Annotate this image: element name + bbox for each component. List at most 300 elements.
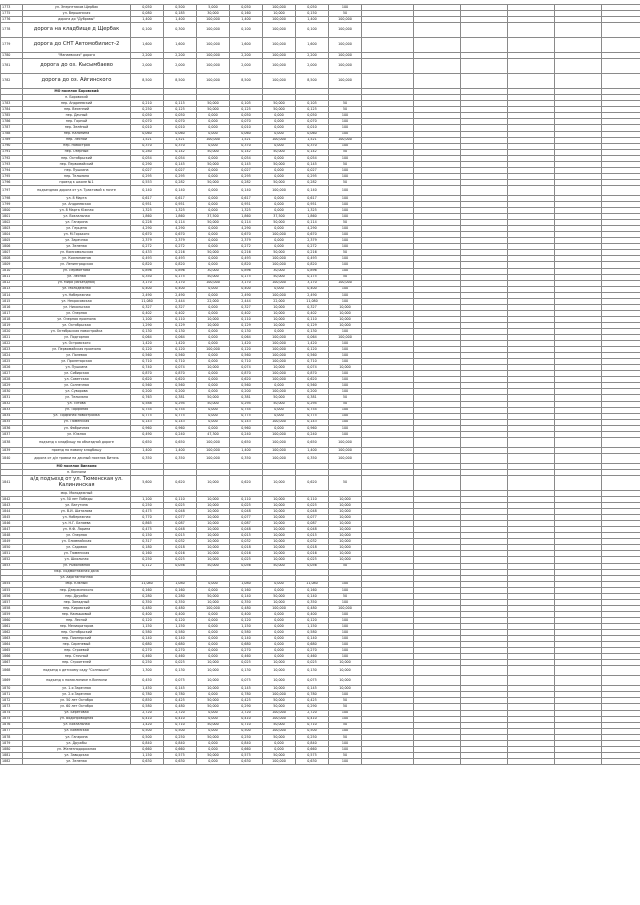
value-cell: 0,282 (164, 179, 197, 185)
row-number-cell: 1875 (1, 716, 23, 722)
value-cell: 50,000 (197, 401, 230, 407)
value-cell: 10,000 (329, 551, 362, 557)
value-cell: 0,381 (164, 395, 197, 401)
value-cell: 0,775 (131, 413, 164, 419)
empty-cell (555, 453, 602, 463)
road-name-cell: ул. Сибирская (23, 371, 131, 377)
value-cell: 50,000 (197, 704, 230, 710)
value-cell: 100,000 (263, 262, 296, 268)
value-cell: 0,710 (230, 722, 263, 728)
value-cell: 0,270 (296, 648, 329, 654)
value-cell: 50,000 (263, 752, 296, 758)
row-number-cell: 1800 (1, 208, 23, 214)
value-cell: 10,000 (197, 503, 230, 509)
value-cell: 50 (329, 704, 362, 710)
value-cell: 4,290 (230, 226, 263, 232)
value-cell: 0,680 (230, 642, 263, 648)
value-cell: 0,032 (296, 539, 329, 545)
value-cell: 2,000 (296, 59, 329, 74)
value-cell: 0,327 (230, 304, 263, 310)
value-cell: 0,560 (296, 383, 329, 389)
row-number-cell: 1835 (1, 419, 23, 425)
road-name-cell: ул. Молодежная (23, 286, 131, 292)
value-cell: 0,160 (296, 587, 329, 593)
value-cell: 0,350 (131, 453, 164, 463)
value-cell: 100 (329, 292, 362, 298)
row-number-cell: 1864 (1, 642, 23, 648)
value-cell: 0,000 (263, 654, 296, 660)
value-cell: 0,620 (164, 377, 197, 383)
value-cell: 10,000 (329, 322, 362, 328)
road-name-cell: ул. Фабричная (23, 425, 131, 431)
value-cell: 0,000 (263, 617, 296, 623)
value-cell: 0,114 (296, 220, 329, 226)
road-name-cell: ул. Первомайская промзона (23, 347, 131, 353)
value-cell: 100,000 (263, 17, 296, 23)
value-cell: 0,480 (164, 704, 197, 710)
row-number-cell: 1776 (1, 17, 23, 23)
value-cell: 10,000 (263, 503, 296, 509)
empty-cell (414, 666, 461, 676)
value-cell: 100,000 (263, 335, 296, 341)
row-number-cell: 1872 (1, 698, 23, 704)
value-cell: 0,142 (230, 149, 263, 155)
value-cell: 0,327 (131, 304, 164, 310)
row-number-cell: 1784 (1, 107, 23, 113)
value-cell: 0,272 (131, 244, 164, 250)
value-cell: 10,000 (263, 686, 296, 692)
value-cell: 10,000 (329, 509, 362, 515)
value-cell: 100 (329, 256, 362, 262)
road-name-cell: ул. Железнодорожная (23, 746, 131, 752)
value-cell: 100,000 (329, 23, 362, 38)
value-cell: 2,490 (230, 292, 263, 298)
value-cell: 0,000 (263, 226, 296, 232)
value-cell: 10,000 (263, 310, 296, 316)
value-cell: 10,000 (329, 533, 362, 539)
value-cell: 0,000 (263, 155, 296, 161)
value-cell: 100,000 (263, 232, 296, 238)
row-number-cell: 1810 (1, 268, 23, 274)
value-cell: 0,145 (230, 161, 263, 167)
row-number-cell: 1790 (1, 143, 23, 149)
value-cell: 0,350 (296, 599, 329, 605)
value-cell: 0,000 (197, 310, 230, 316)
value-cell: 2,200 (296, 53, 329, 59)
value-cell: 50 (329, 593, 362, 599)
value-cell: 0,400 (131, 286, 164, 292)
value-cell: 0,175 (230, 274, 263, 280)
row-number-cell: 1811 (1, 274, 23, 280)
value-cell: 50,000 (263, 274, 296, 280)
road-name-cell: пер. Октябрьский (23, 155, 131, 161)
value-cell: 0,620 (296, 475, 329, 490)
value-cell: 0,295 (296, 173, 329, 179)
value-cell: 0,105 (296, 101, 329, 107)
value-cell: 10,000 (263, 475, 296, 490)
value-cell: 0,228 (131, 220, 164, 226)
row-number-cell: 1834 (1, 413, 23, 419)
value-cell: 0,000 (197, 692, 230, 698)
value-cell: 0,840 (296, 740, 329, 746)
value-cell: 10,000 (197, 527, 230, 533)
value-cell: 10,000 (197, 676, 230, 686)
value-cell: 50 (329, 401, 362, 407)
value-cell: 10,000 (197, 551, 230, 557)
value-cell: 50,000 (197, 250, 230, 256)
row-number-cell: 1803 (1, 226, 23, 232)
empty-cell (461, 59, 508, 74)
value-cell: 0,493 (296, 256, 329, 262)
value-cell: 11,080 (296, 298, 329, 304)
value-cell: 0,125 (296, 107, 329, 113)
value-cell: 0,114 (164, 220, 197, 226)
value-cell: 0,400 (230, 611, 263, 617)
value-cell: 0,240 (296, 431, 329, 437)
value-cell: 100 (329, 377, 362, 383)
road-name-cell: пер. Дружбы (23, 593, 131, 599)
road-name-cell: ул. Вокзальная (23, 722, 131, 728)
road-name-cell: ул. 50 лет Октября (23, 698, 131, 704)
value-cell: 10,000 (263, 316, 296, 322)
value-cell: 0,000 (197, 195, 230, 201)
road-name-cell: ул. Солнечная (23, 383, 131, 389)
value-cell: 0,280 (164, 593, 197, 599)
row-number-cell: 1797 (1, 185, 23, 195)
value-cell: 0,250 (131, 107, 164, 113)
row-number-cell: 1775 (1, 11, 23, 17)
value-cell: 0,000 (197, 292, 230, 298)
empty-cell (461, 38, 508, 53)
value-cell: 0,140 (296, 636, 329, 642)
road-name-cell: мкр. Южный (23, 581, 131, 587)
value-cell: 0,112 (131, 563, 164, 569)
value-cell: 0,025 (164, 503, 197, 509)
value-cell: 0,250 (230, 734, 263, 740)
value-cell: 0,074 (164, 365, 197, 371)
empty-cell (461, 23, 508, 38)
empty-cell (602, 23, 640, 38)
value-cell: 100 (329, 113, 362, 119)
road-name-cell: подъездная дорога от ул. Трактовой к почте (23, 185, 131, 195)
value-cell: 0,000 (197, 335, 230, 341)
value-cell: 0,327 (296, 304, 329, 310)
value-cell: 8,500 (296, 74, 329, 89)
value-cell: 0,575 (230, 752, 263, 758)
row-number-cell: 1795 (1, 173, 23, 179)
row-number-cell: 1785 (1, 113, 23, 119)
value-cell: 100 (329, 599, 362, 605)
value-cell: 0,110 (164, 497, 197, 503)
row-number-cell: 1773 (1, 5, 23, 11)
empty-cell (461, 437, 508, 447)
road-name-cell: пер. Первомайский (23, 161, 131, 167)
value-cell: 0,000 (197, 341, 230, 347)
value-cell: 1,290 (131, 322, 164, 328)
empty-cell (414, 38, 461, 53)
value-cell: 0,120 (230, 347, 263, 353)
row-number-cell: 1826 (1, 365, 23, 371)
value-cell: 100,000 (197, 453, 230, 463)
value-cell: 100,000 (197, 53, 230, 59)
row-number-cell: 1856 (1, 593, 23, 599)
row-number-cell: 1845 (1, 515, 23, 521)
value-cell: 0,270 (131, 648, 164, 654)
value-cell: 0,381 (296, 395, 329, 401)
empty-cell (508, 59, 555, 74)
row-number-cell: 1859 (1, 611, 23, 617)
row-number-cell: 1782 (1, 74, 23, 89)
value-cell: 0,370 (230, 143, 263, 149)
value-cell: 0,110 (230, 497, 263, 503)
value-cell: 2,379 (131, 238, 164, 244)
value-cell: 0,050 (296, 113, 329, 119)
value-cell: 1,860 (131, 214, 164, 220)
value-cell: 0,680 (131, 642, 164, 648)
row-number-cell: 1814 (1, 292, 23, 298)
empty-cell (555, 676, 602, 686)
table-row (1, 23, 640, 38)
value-cell: 0,000 (197, 611, 230, 617)
value-cell: 10,000 (329, 503, 362, 509)
value-cell: 10,000 (263, 539, 296, 545)
value-cell: 1,420 (131, 341, 164, 347)
value-cell: 1,420 (296, 341, 329, 347)
row-number-cell: 1846 (1, 521, 23, 527)
value-cell: 0,129 (164, 322, 197, 328)
value-cell: 0,960 (131, 425, 164, 431)
value-cell: 0,575 (164, 752, 197, 758)
value-cell: 0,120 (296, 617, 329, 623)
value-cell: 0,660 (296, 746, 329, 752)
value-cell: 100 (329, 431, 362, 437)
road-register-table (0, 4, 640, 765)
value-cell: 0,110 (230, 316, 263, 322)
value-cell: 0,010 (230, 125, 263, 131)
value-cell: 0,754 (164, 407, 197, 413)
value-cell: 0,200 (230, 389, 263, 395)
value-cell: 50,000 (197, 220, 230, 226)
empty-cell (555, 185, 602, 195)
value-cell: 10,000 (263, 11, 296, 17)
value-cell: 0,350 (164, 453, 197, 463)
road-name-cell: ул. Торфяная новостройка (23, 413, 131, 419)
value-cell: 11,080 (131, 298, 164, 304)
value-cell: 50,000 (197, 107, 230, 113)
value-cell: 0,493 (164, 256, 197, 262)
value-cell: 0,000 (197, 359, 230, 365)
value-cell: 2,000 (131, 59, 164, 74)
row-number-cell: 1787 (1, 125, 23, 131)
row-number-cell: 1793 (1, 161, 23, 167)
value-cell: 0,140 (131, 185, 164, 195)
value-cell: 100 (329, 710, 362, 716)
road-name-cell: пер. Мелиораторов (23, 623, 131, 629)
value-cell: 0,054 (131, 155, 164, 161)
value-cell: 50,000 (263, 698, 296, 704)
value-cell: 100,000 (263, 605, 296, 611)
value-cell: 50 (329, 179, 362, 185)
value-cell: 0,000 (197, 642, 230, 648)
value-cell: 0,000 (197, 716, 230, 722)
value-cell: 50,000 (197, 698, 230, 704)
value-cell: 10,000 (263, 551, 296, 557)
value-cell: 0,000 (197, 256, 230, 262)
value-cell: 50 (329, 220, 362, 226)
table-row (1, 74, 640, 89)
value-cell: 0,056 (296, 563, 329, 569)
value-cell: 1,450 (131, 686, 164, 692)
row-number-cell: 1844 (1, 509, 23, 515)
value-cell: 10,000 (263, 497, 296, 503)
value-cell: 10,000 (329, 304, 362, 310)
value-cell: 11,080 (131, 581, 164, 587)
value-cell: 50,000 (263, 722, 296, 728)
empty-cell (362, 74, 414, 89)
value-cell: 0,000 (263, 407, 296, 413)
road-name-cell: ул. Андреевская (23, 201, 131, 207)
value-cell: 0,402 (296, 310, 329, 316)
value-cell: 0,145 (164, 161, 197, 167)
value-cell: 0,754 (131, 407, 164, 413)
value-cell: 100,000 (263, 377, 296, 383)
value-cell: 0,025 (164, 660, 197, 666)
value-cell: 0,070 (131, 119, 164, 125)
value-cell: 0,060 (296, 131, 329, 137)
value-cell: 100 (329, 232, 362, 238)
value-cell: 22,000 (197, 298, 230, 304)
row-number-cell: 1837 (1, 431, 23, 437)
empty-cell (362, 185, 414, 195)
value-cell: 100 (329, 728, 362, 734)
value-cell: 1,600 (296, 38, 329, 53)
road-name-cell: дорога до "Дубравы" (23, 17, 131, 23)
value-cell: 10,000 (197, 475, 230, 490)
value-cell: 0,280 (131, 593, 164, 599)
value-cell: 0,820 (131, 262, 164, 268)
value-cell: 0,400 (296, 286, 329, 292)
table-row (1, 453, 640, 463)
value-cell: 0,560 (131, 353, 164, 359)
value-cell: 0,850 (131, 698, 164, 704)
value-cell: 0,282 (230, 179, 263, 185)
value-cell: 100,000 (263, 728, 296, 734)
value-cell: 100,000 (197, 17, 230, 23)
value-cell: 0,425 (296, 698, 329, 704)
value-cell: 10,000 (263, 304, 296, 310)
value-cell: 10,000 (263, 533, 296, 539)
value-cell: 0,000 (197, 328, 230, 334)
value-cell: 0,060 (131, 131, 164, 137)
row-number-cell: 1831 (1, 395, 23, 401)
value-cell: 0,000 (197, 710, 230, 716)
value-cell: 50,000 (263, 593, 296, 599)
value-cell: 0,272 (164, 244, 197, 250)
road-name-cell: пер. Кировский (23, 605, 131, 611)
value-cell: 100 (329, 654, 362, 660)
table-row (1, 185, 640, 195)
row-number-cell: 1808 (1, 256, 23, 262)
road-name-cell: пер. Зелёный (23, 125, 131, 131)
table-row (1, 437, 640, 447)
value-cell: 10,000 (263, 322, 296, 328)
value-cell: 0,150 (296, 11, 329, 17)
empty-cell (508, 23, 555, 38)
value-cell: 0,000 (197, 244, 230, 250)
value-cell: 0,580 (164, 630, 197, 636)
value-cell: 10,000 (197, 660, 230, 666)
value-cell: 0,475 (131, 527, 164, 533)
value-cell: 0,160 (164, 587, 197, 593)
empty-cell (602, 666, 640, 676)
value-cell: 0,060 (230, 131, 263, 137)
value-cell: 50 (329, 722, 362, 728)
row-number-cell: 1877 (1, 728, 23, 734)
value-cell: 0,710 (164, 359, 197, 365)
value-cell: 0,145 (164, 686, 197, 692)
road-name-cell: ул. Космонавтов (23, 256, 131, 262)
value-cell: 4,290 (164, 226, 197, 232)
row-number-cell: 1786 (1, 119, 23, 125)
row-number-cell: 1813 (1, 286, 23, 292)
road-name-cell: ул. Озерная (23, 310, 131, 316)
road-name-cell: ул. Комсомольская (23, 250, 131, 256)
value-cell: 0,000 (197, 425, 230, 431)
value-cell: 0,000 (197, 383, 230, 389)
road-name-cell: подъезд к детскому саду "Солнышко" (23, 666, 131, 676)
value-cell: 50 (329, 149, 362, 155)
value-cell: 0,140 (230, 185, 263, 195)
value-cell: 100,000 (263, 341, 296, 347)
value-cell: 50,000 (263, 220, 296, 226)
value-cell: 0,290 (296, 704, 329, 710)
value-cell: 100,000 (263, 447, 296, 453)
row-number-cell: 1830 (1, 389, 23, 395)
value-cell: 0,120 (230, 617, 263, 623)
value-cell: 1,521 (164, 137, 197, 143)
value-cell: 100,000 (263, 710, 296, 716)
value-cell: 0,660 (230, 746, 263, 752)
value-cell: 0,630 (131, 758, 164, 764)
empty-cell (602, 437, 640, 447)
row-number-cell: 1780 (1, 53, 23, 59)
empty-cell (461, 475, 508, 490)
value-cell: 0,064 (164, 335, 197, 341)
value-cell: 0,027 (164, 167, 197, 173)
road-name-cell: ул. Пролетарская (23, 359, 131, 365)
value-cell: 50,000 (263, 161, 296, 167)
value-cell: 2,720 (230, 710, 263, 716)
row-number-cell: 1817 (1, 310, 23, 316)
value-cell: 0,580 (131, 704, 164, 710)
value-cell: 50,000 (197, 563, 230, 569)
value-cell: 1,521 (230, 137, 263, 143)
value-cell: 10,000 (263, 509, 296, 515)
value-cell: 1,521 (131, 137, 164, 143)
value-cell: 0,000 (263, 413, 296, 419)
empty-cell (362, 59, 414, 74)
row-number-cell: 1858 (1, 605, 23, 611)
road-name-cell: ул. Гагарина (23, 220, 131, 226)
road-name-cell: а/д подъезд от ул. Тюменская ул. Калининская (23, 475, 131, 490)
value-cell: 0,120 (164, 347, 197, 353)
value-cell: 0,560 (131, 383, 164, 389)
value-cell: 0,070 (230, 119, 263, 125)
value-cell: 50 (329, 734, 362, 740)
value-cell: 0,000 (197, 232, 230, 238)
value-cell: 1,400 (296, 447, 329, 453)
road-name-cell: пер. Камышовый (23, 611, 131, 617)
